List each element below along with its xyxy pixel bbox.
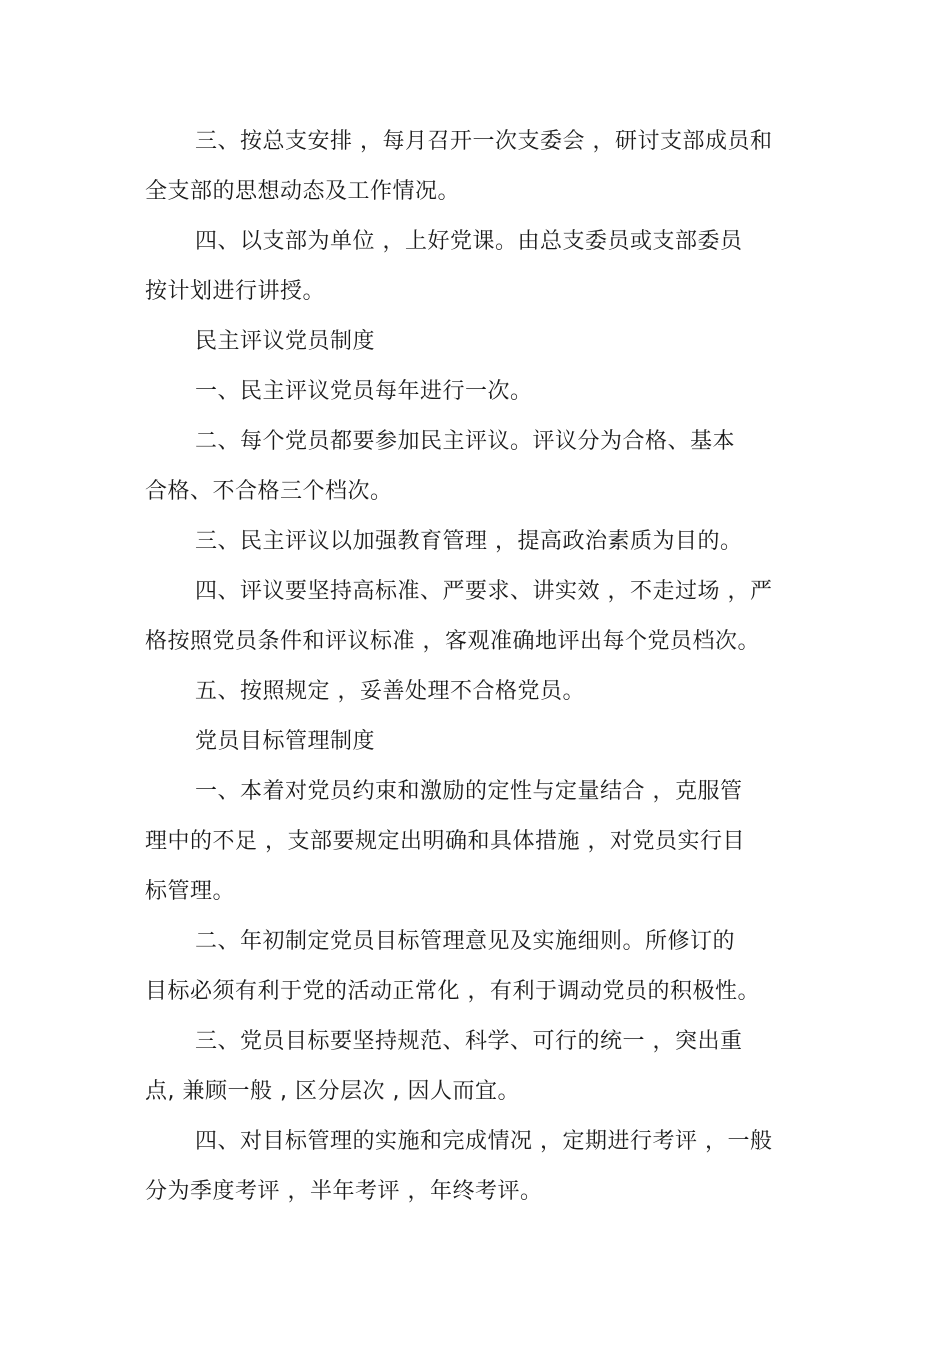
section-heading: 民主评议党员制度 xyxy=(195,329,376,354)
paragraph-line: 三、党员目标要坚持规范、科学、可行的统一 ，突出重 xyxy=(195,1029,743,1054)
paragraph-line: 按计划进行讲授。 xyxy=(145,279,326,304)
paragraph-line: 五、按照规定 ，妥善处理不合格党员。 xyxy=(195,679,585,704)
paragraph-line: 理中的不足 ，支部要规定出明确和具体措施 ，对党员实行目 xyxy=(145,829,745,854)
paragraph-line: 格按照党员条件和评议标准 ，客观准确地评出每个党员档次。 xyxy=(145,629,760,654)
paragraph-line: 全支部的思想动态及工作情况。 xyxy=(145,179,461,204)
paragraph-line: 四、以支部为单位 ，上好党课。由总支委员或支部委员 xyxy=(195,229,743,254)
paragraph-line: 一、本着对党员约束和激励的定性与定量结合 ，克服管 xyxy=(195,779,743,804)
paragraph-line: 合格、不合格三个档次。 xyxy=(145,479,393,504)
paragraph-line: 四、对目标管理的实施和完成情况 ，定期进行考评 ，一般 xyxy=(195,1129,773,1154)
paragraph-line: 四、评议要坚持高标准、严要求、讲实效 ，不走过场 ，严 xyxy=(195,579,773,604)
paragraph-line: 三、按总支安排 ，每月召开一次支委会 ，研讨支部成员和 xyxy=(195,129,773,154)
paragraph-line: 标管理。 xyxy=(145,879,236,904)
paragraph-line: 目标必须有利于党的活动正常化 ，有利于调动党员的积极性。 xyxy=(145,979,760,1004)
paragraph-line: 一、民主评议党员每年进行一次。 xyxy=(195,379,533,404)
paragraph-line: 二、年初制定党员目标管理意见及实施细则。所修订的 xyxy=(195,929,736,954)
paragraph-line: 三、民主评议以加强教育管理 ，提高政治素质为目的。 xyxy=(195,529,743,554)
paragraph-line: 二、每个党员都要参加民主评议。评议分为合格、基本 xyxy=(195,429,736,454)
paragraph-line: 分为季度考评 ，半年考评 ，年终考评。 xyxy=(145,1179,543,1204)
section-heading: 党员目标管理制度 xyxy=(195,729,376,754)
paragraph-line: 点, 兼顾一般 , 区分层次 , 因人而宜。 xyxy=(145,1079,520,1104)
